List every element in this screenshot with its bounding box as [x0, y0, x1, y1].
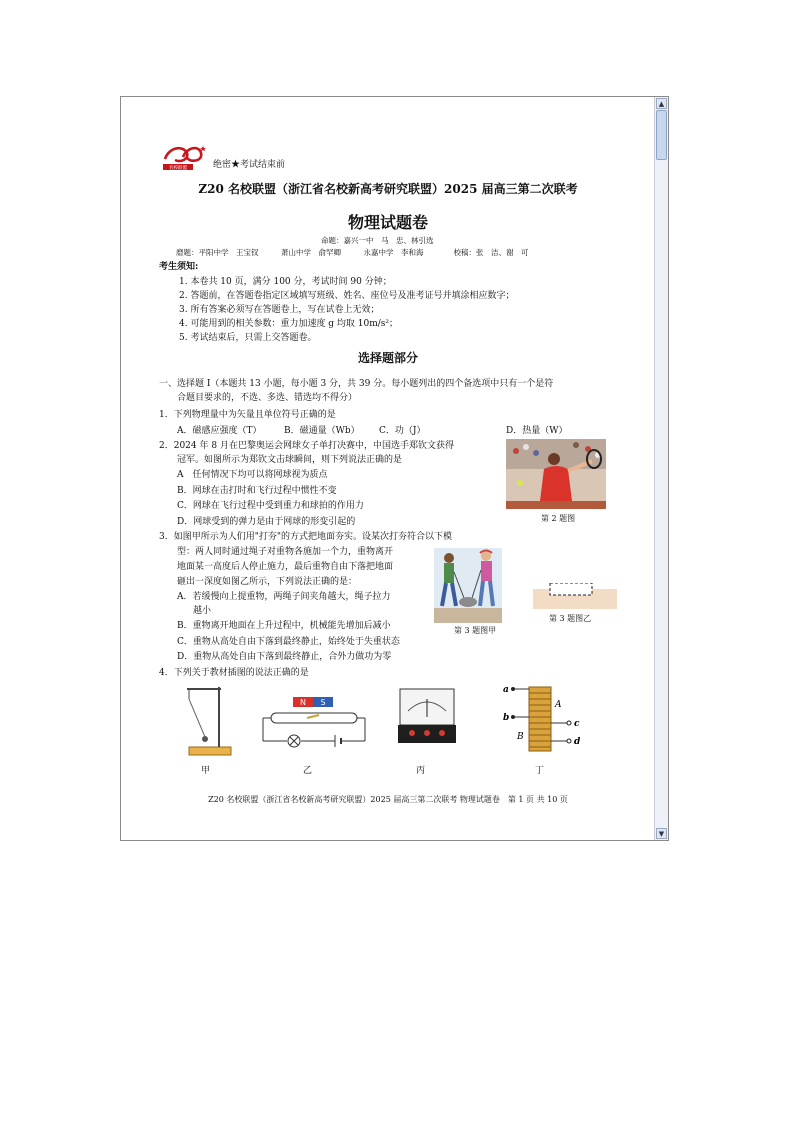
pendulum-figure	[181, 681, 239, 759]
q3-stem-3: 地面某一高度后人停止施力，最后重物自由下落把地面	[177, 562, 394, 572]
coil-label-b: b	[503, 713, 510, 723]
q4-stem: 4．下列关于教材插图的说法正确的是	[159, 668, 309, 678]
scroll-thumb[interactable]	[656, 110, 667, 160]
section-title: 选择题部分	[357, 351, 418, 365]
tennis-photo	[506, 439, 606, 509]
meter-figure	[398, 687, 456, 745]
q3-stem-4: 砸出一深度如图乙所示，下列说法正确的是：	[177, 577, 358, 587]
notice-item: 4. 可能用到的相关参数：重力加速度 g 均取 10m/s²；	[179, 319, 399, 329]
q3-caption-a: 第 3 题图甲	[454, 626, 497, 635]
logo-text: 名校联盟	[169, 166, 187, 171]
q2-stem-1: 2．2024 年 8 月在巴黎奥运会网球女子单打决赛中，中国选手郑钦文获得	[159, 441, 454, 451]
union-logo	[161, 143, 209, 171]
coil-figure	[499, 683, 589, 759]
scroll-up-icon[interactable]: ▲	[656, 98, 667, 109]
secret-label: 绝密★考试结束前	[213, 160, 286, 170]
q2-option-d: D．网球受到的弹力是由于网球的形变引起的	[177, 517, 356, 527]
notice-item: 5. 考试结束后，只需上交答题卷。	[179, 333, 317, 343]
paper-title: 物理试题卷	[347, 213, 428, 232]
exam-page	[121, 97, 655, 840]
part1-heading-cont: 合题目要求的，不选、多选、错选均不得分）	[177, 393, 358, 403]
q4-label-ding: 丁	[535, 766, 545, 776]
q3-option-c: C．重物从高处自由下落到最终静止，始终处于失重状态	[177, 637, 400, 647]
q2-option-a: A 任何情况下均可以将网球视为质点	[177, 470, 328, 480]
notice-item: 1. 本卷共 10 页，满分 100 分，考试时间 90 分钟；	[179, 277, 392, 287]
q3-option-a: A．若缓慢向上提重物，两绳子间夹角越大，绳子拉力	[177, 592, 391, 602]
coil-label-d: d	[574, 737, 581, 747]
q3-caption-b: 第 3 题图乙	[549, 614, 592, 623]
q2-option-b: B．网球在击打时和飞行过程中惯性不变	[177, 486, 337, 496]
part1-heading: 一、选择题 I（本题共 13 小题，每小题 3 分，共 39 分。每小题列出的四个备选项中只有一个是符	[159, 379, 554, 389]
q4-label-bing: 丙	[416, 766, 426, 776]
authors-line: 命题：嘉兴一中 马 忠、林引选	[321, 236, 434, 245]
notice-item: 2. 答题前，在答题卷指定区域填写班级、姓名、座位号及准考证号并填涂相应数字；	[179, 291, 515, 301]
vertical-scrollbar[interactable]	[654, 97, 668, 840]
coil-label-c: c	[574, 719, 580, 729]
q2-stem-2: 冠军。如图所示为郑钦文击球瞬间，则下列说法正确的是	[177, 455, 403, 465]
coil-label-upper: A	[555, 700, 562, 710]
exam-title: Z20 名校联盟（浙江省名校新高考研究联盟）2025 届高三第二次联考	[198, 182, 578, 196]
page-footer: Z20 名校联盟（浙江省名校新高考研究联盟）2025 届高三第二次联考 物理试题卷 第 1 页 共 10 页	[208, 795, 568, 804]
notice-item: 3. 所有答案必须写在答题卷上，写在试卷上无效；	[179, 305, 380, 315]
q2-option-c: C．网球在飞行过程中受到重力和球拍的作用力	[177, 501, 364, 511]
q4-label-jia: 甲	[201, 766, 211, 776]
ground-figure	[533, 583, 617, 609]
q1-option-a: A．磁感应强度（T）	[177, 426, 262, 436]
coil-label-a: a	[503, 685, 509, 695]
q1-option-b: B．磁通量（Wb）	[284, 426, 360, 436]
q1-option-d: D．热量（W）	[506, 426, 568, 436]
coil-label-lower: B	[517, 732, 524, 742]
q3-option-b: B．重物离开地面在上升过程中，机械能先增加后减小	[177, 621, 391, 631]
scroll-down-icon[interactable]: ▼	[656, 828, 667, 839]
q4-label-yi: 乙	[303, 766, 313, 776]
q1-option-c: C．功（J）	[379, 426, 426, 436]
reviewers-line: 磨题：平阳中学 王宝钗 萧山中学 俞罕卿 永嘉中学 李和海 校稿：张 洁、谢 可	[176, 248, 529, 257]
magnet-circuit-figure	[261, 695, 367, 751]
document-viewer	[120, 96, 669, 841]
q1-stem: 1．下列物理量中为矢量且单位符号正确的是	[159, 410, 336, 420]
tamping-figure	[434, 548, 502, 623]
magnet-n-label: N	[300, 698, 306, 707]
q3-option-d: D．重物从高处自由下落到最终静止，合外力做功为零	[177, 652, 392, 662]
q3-stem-2: 型：两人同时通过绳子对重物各施加一个力，重物离开	[177, 547, 394, 557]
magnet-s-label: S	[320, 698, 326, 707]
notice-title: 考生须知:	[159, 262, 199, 272]
q3-option-a-cont: 越小	[193, 606, 212, 616]
q3-stem-1: 3．如图甲所示为人们用"打夯"的方式把地面夯实。设某次打夯符合以下模	[159, 532, 453, 542]
q2-caption: 第 2 题图	[541, 514, 576, 523]
